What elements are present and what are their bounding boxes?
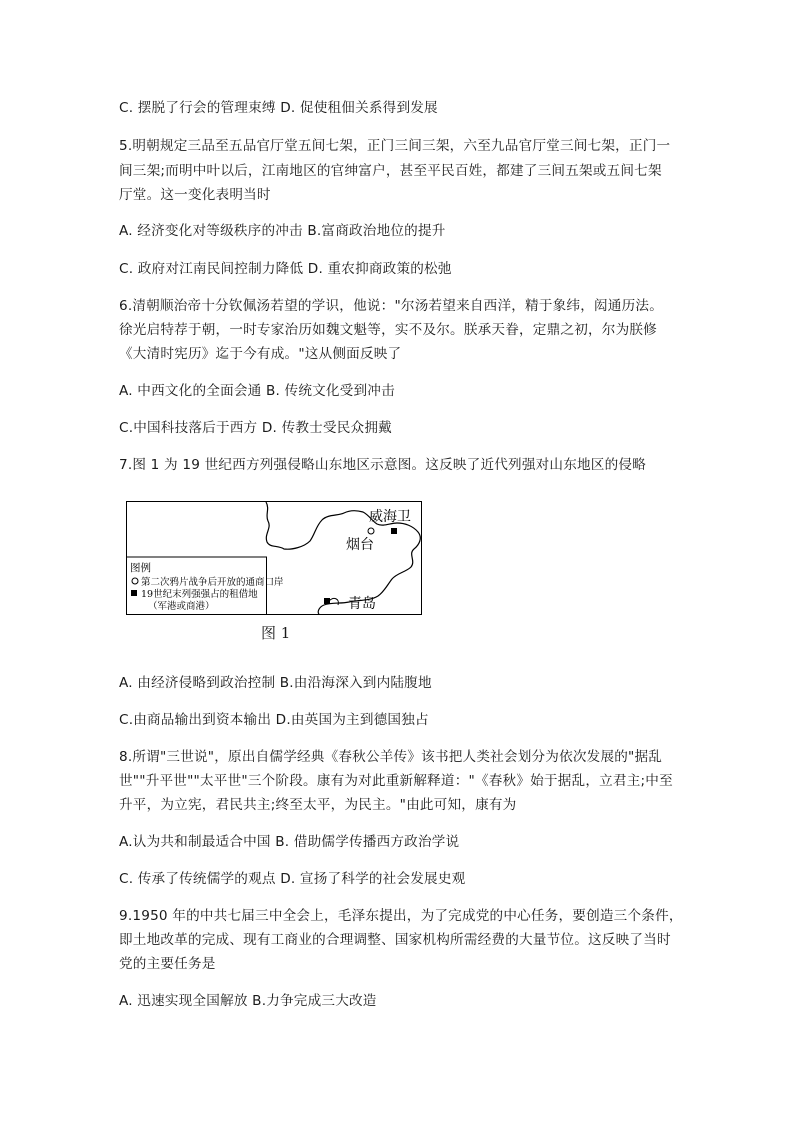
q8-options-cd: C. 传承了传统儒学的观点 D. 宣扬了科学的社会发展史观 [119,871,466,887]
q8-stem-line-2: 世""升平世""太平世"三个阶段。康有为对此重新解释道："《春秋》始于据乱，立君主;中至 [119,773,673,789]
q4-options-cd: C. 摆脱了行会的管理束缚 D. 促使租佃关系得到发展 [119,100,438,116]
legend-note: （军港或商港） [148,601,215,612]
filled-square-icon [391,528,397,534]
q9-options-ab: A. 迅速实现全国解放 B.力争完成三大改造 [119,993,377,1009]
figure-1-map [126,501,422,615]
q8-stem-line-1: 8.所谓"三世说"，原出自儒学经典《春秋公羊传》该书把人类社会划分为依次发展的"据乱 [119,749,663,765]
q6-stem-line-3: 《大清时宪历》迄于今有成。"这从侧面反映了 [119,346,402,362]
legend-item-treaty-port: 第二次鸦片战争后开放的通商口岸 [141,577,284,588]
legend-item-leased-territory: 19世纪末列强强占的租借地 [141,589,258,600]
open-circle-icon [368,528,374,534]
map-label-yantai: 烟台 [346,537,374,553]
map-label-weihaiwei: 威海卫 [369,509,411,525]
q5-options-ab: A. 经济变化对等级秩序的冲击 B.富商政治地位的提升 [119,223,446,239]
q9-stem-line-3: 党的主要任务是 [119,956,216,972]
figure-caption: 图 1 [261,624,291,642]
q6-options-cd: C.中国科技落后于西方 D. 传教士受民众拥戴 [119,420,392,436]
filled-square-icon [131,590,137,596]
q7-options-ab: A. 由经济侵略到政治控制 B.由沿海深入到内陆腹地 [119,675,432,691]
q8-options-ab: A.认为共和制最适合中国 B. 借助儒学传播西方政治学说 [119,834,460,850]
q6-stem-line-1: 6.清朝顺治帝十分钦佩汤若望的学识，他说："尔汤若望来自西洋，精于象纬，闳通历法。 [119,298,663,314]
q8-stem-line-3: 升平，为立宪，君民共主;终至太平，为民主。"由此可知，康有为 [119,797,517,813]
q5-stem-line-3: 厅堂。这一变化表明当时 [119,187,271,203]
map-label-qingdao: 青岛 [348,596,376,612]
q9-stem-line-2: 即土地改革的完成、现有工商业的合理调整、国家机构所需经费的大量节位。这反映了当时 [119,932,671,948]
filled-square-icon [324,598,330,604]
legend-title: 图例 [130,562,151,574]
q7-options-cd: C.由商品输出到资本输出 D.由英国为主到德国独占 [119,712,429,728]
q5-stem-line-2: 间三架;而明中叶以后，江南地区的官绅富户，甚至平民百姓，都建了三间五架或五间七架 [119,163,662,179]
q9-stem-line-1: 9.1950 年的中共七届三中全会上，毛泽东提出，为了完成党的中心任务，要创造三个条件， [119,908,683,924]
open-circle-icon [132,578,138,584]
q6-options-ab: A. 中西文化的全面会通 B. 传统文化受到冲击 [119,383,395,399]
q7-stem: 7.图 1 为 19 世纪西方列强侵略山东地区示意图。这反映了近代列强对山东地区的侵略 [119,457,646,473]
q5-options-cd: C. 政府对江南民间控制力降低 D. 重农抑商政策的松弛 [119,261,452,277]
q5-stem-line-1: 5.明朝规定三品至五品官厅堂五间七架，正门三间三架，六至九品官厅堂三间七架，正门一 [119,138,671,154]
shandong-map [126,501,422,615]
q6-stem-line-2: 徐光启特荐于朝，一时专家治历如魏文魁等，实不及尔。朕承天眷，定鼎之初，尔为朕修 [119,322,657,338]
